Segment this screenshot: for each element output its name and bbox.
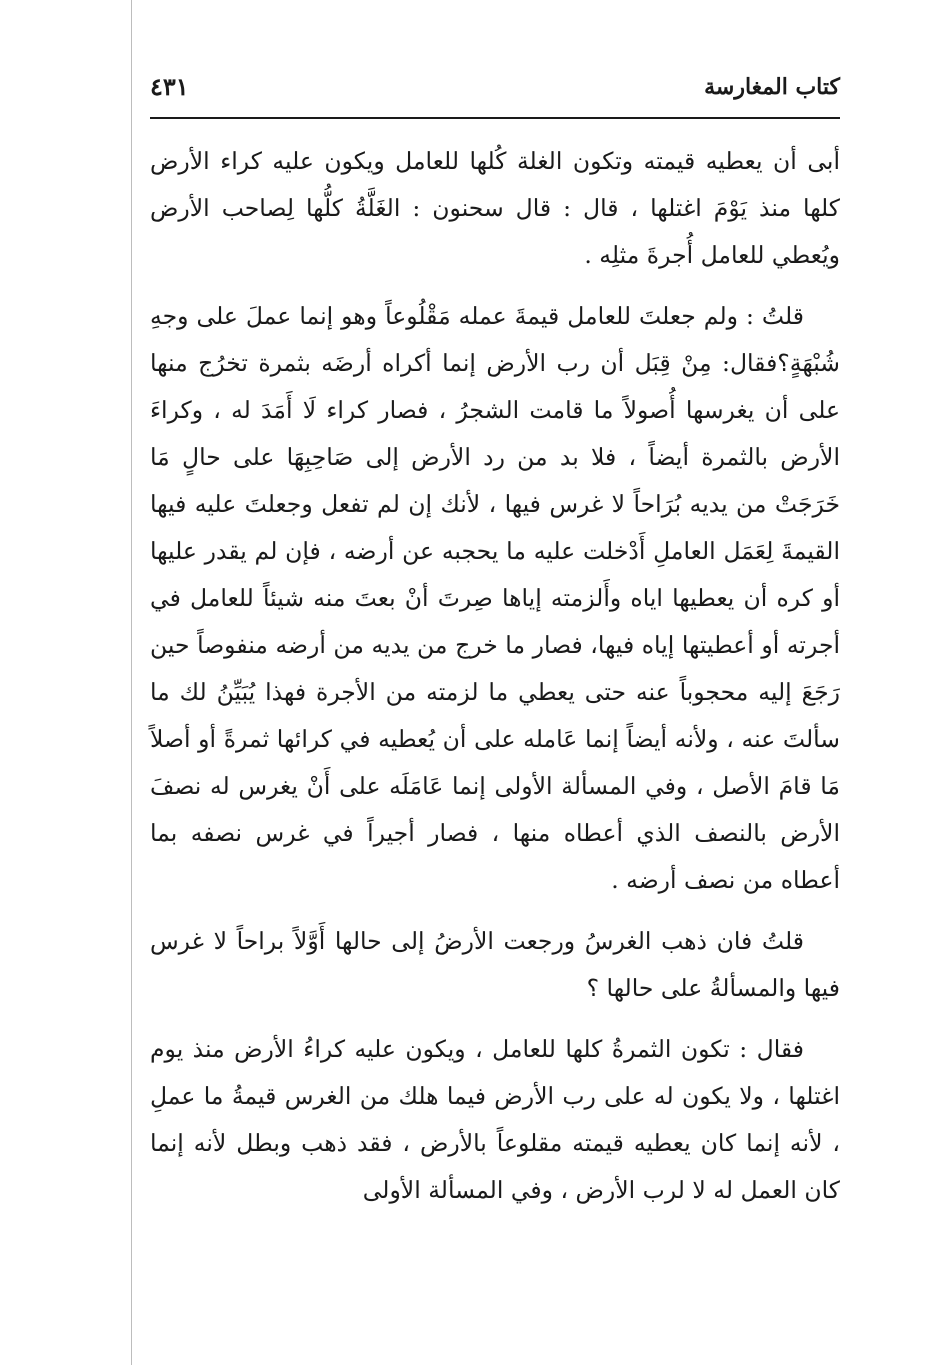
running-title: كتاب المغارسة [704, 74, 840, 100]
paragraph-1: أبى أن يعطيه قيمته وتكون الغلة كُلها للعامل ويكون عليه كراء الأرض كلها منذ يَوْمَ اغتلها ، قال : قال سحنون : الغَلَّةُ كلُّها لِصاحب الأرض ويُعطي للعامل أُجرةَ مثلِه . [150, 147, 840, 269]
page-body [150, 138, 840, 1228]
header-rule [150, 117, 840, 119]
page-number: ٤٣١ [150, 72, 189, 101]
page-header [150, 66, 840, 112]
paragraph-4: فقال : تكون الثمرةُ كلها للعامل ، ويكون عليه كراءُ الأرض منذ يوم اغتلها ، ولا يكون له على رب الأرض فيما هلك من الغرس قيمةُ ما عملِ ، لأنه إنما كان يعطيه قيمته مقلوعاً بالأرض ، فقد ذهب وبطل لأنه إنما كان العمل له لا لرب الأرض ، وفي المسألة الأولى [150, 1035, 840, 1204]
paragraph-2: قلتُ : ولم جعلتَ للعامل قيمةَ عمله مَقْلُوعاً وهو إنما عملَ على وجهِ شُبْهَةٍ؟فقال: مِنْ قِبَل أن رب الأرض إنما أكراه أرضَه بثمرة تخرُج منها على أن يغرسها أُصولاً ما قامت الشجرُ ، فصار كراء لَا أَمَدَ له ، وكراءَ الأرض بالثمرة أيضاً ، فلا بد من رد الأرض إلى صَاحِبِهَا على حالٍ مَا خَرَجَتْ من يديه بُرَاحاً لا غرس فيها ، لأنك إن لم تفعل وجعلتَ عليه فيها القيمةَ لِعَمَل العاملِ أَدْخلت عليه ما يحجبه عن أرضه ، فإن لم يقدر عليها أو كره أن يعطيها اياه وأَلزمته إياها صِرتَ أنْ بعتَ منه شيئاً للعامل في أجرته أو أعطيتها إياه فيها، فصار ما خرج من يديه من أرضه منفوصاً حين رَجَعَ إليه محجوباً عنه حتى يعطي ما لزمته من الأجرة فهذا يُبَيِّنُ لك ما سألتَ عنه ، ولأنه أيضاً إنما عَامله على أن يُعطيه في كرائها ثمرةً أو أصلاً مَا قامَ الأصل ، وفي المسألة الأولى إنما عَامَلَه على أَنْ يغرس له نصفَ الأرض بالنصف الذي أعطاه منها ، فصار أجيراً في غرس نصفه بما أعطاه من نصف أرضه . [150, 302, 840, 894]
page-binding-line [131, 0, 132, 1365]
paragraph-3: قلتُ فان ذهب الغرسُ ورجعت الأرضُ إلى حالها أَوَّلاً براحاً لا غرس فيها والمسألةُ على حالها ؟ [150, 927, 840, 1002]
